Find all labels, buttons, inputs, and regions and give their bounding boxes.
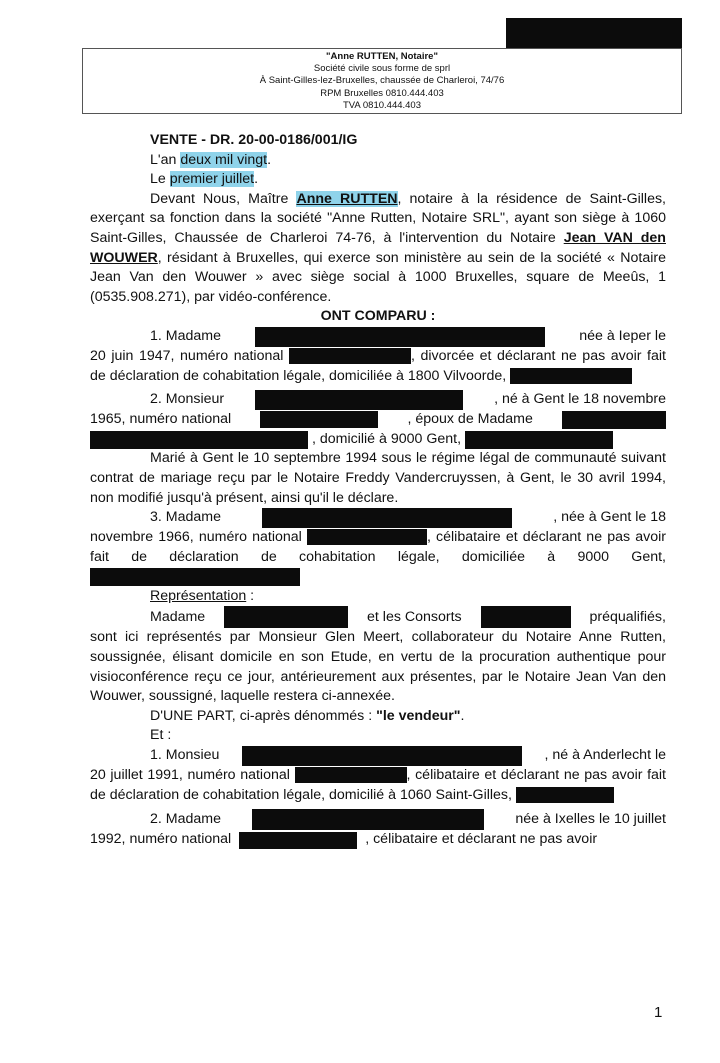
- redaction-block: [465, 431, 613, 449]
- highlighted-year: deux mil vingt: [180, 151, 268, 168]
- redaction-block: [252, 809, 484, 830]
- redaction-block: [255, 327, 545, 347]
- text: , notaire à la résidence de Saint-Gilles, exerçant sa fonction dans la société "Anne Rutten, Notaire SRL", ayant son siège à 1060 Saint-Gilles, Chaussée de Charleroi 74-76, à l'intervention du Notaire: [90, 190, 666, 246]
- section-heading: ONT COMPARU :: [320, 308, 436, 325]
- text: préqualifiés,: [589, 608, 666, 625]
- line: [90, 430, 666, 450]
- page-number: 1: [654, 1004, 663, 1021]
- line: [90, 830, 666, 850]
- redaction-block: [90, 568, 300, 586]
- redaction-block: [260, 411, 378, 428]
- text: 1. Madame: [150, 328, 221, 345]
- text: 3. Madame: [150, 509, 221, 526]
- marriage-paragraph: Marié à Gent le 10 septembre 1994 sous le régime légal de communauté suivant contrat de mariage reçu par le Notaire Freddy Vandercruyssen, à Gent, le 30 avril 1994, non modifié jusqu'à présent, ainsi qu'il le déclare.: [90, 450, 666, 506]
- text: , née à Gent le 18: [553, 509, 666, 526]
- text: Madame: [150, 608, 206, 625]
- highlighted-day: premier juillet: [169, 171, 255, 188]
- letterhead-line: Société civile sous forme de sprl: [313, 63, 451, 75]
- et-line: Et :: [150, 727, 172, 744]
- text: , célibataire et déclarant ne pas avoir fait de déclaration de cohabitation légale, domiciliée à 9000 Gent,: [90, 529, 666, 565]
- deed-body: [90, 131, 666, 850]
- line: [90, 390, 666, 410]
- text: Devant Nous, Maître: [150, 190, 289, 207]
- redaction-block: [481, 606, 571, 628]
- text: et les Consorts: [367, 608, 462, 625]
- redaction-block: [516, 787, 614, 803]
- text: , né à Anderlecht le: [544, 747, 666, 764]
- line: [90, 508, 666, 528]
- notary2-name: Jean VAN den WOUWER: [90, 229, 666, 266]
- deed-year-line: [90, 151, 666, 171]
- text: , domicilié à 9000 Gent,: [312, 430, 462, 447]
- party-paragraph: [90, 528, 666, 587]
- line: [90, 410, 666, 430]
- redaction-block: [289, 348, 411, 364]
- text: , divorcée et déclarant ne pas avoir fait de déclaration de cohabitation légale, domiciliée à 1800 Vilvoorde,: [90, 347, 666, 384]
- redaction-block: [239, 832, 357, 849]
- vendeur-label: "le vendeur": [376, 707, 461, 724]
- line: [90, 746, 666, 766]
- une-part-line: [90, 707, 666, 727]
- intro-paragraph: [90, 190, 666, 308]
- text: :: [246, 587, 255, 604]
- representation-paragraph: sont ici représentés par Monsieur Glen Meert, collaborateur du Notaire Anne Rutten, soussignée, élisant domicile en son Etude, en vertu de la procuration authentique pour visioconférence reçu ce jour, antérieurement aux présentes, par le Notaire Jean Van den Wouwer, soussigné, laquelle restera ci-annexée.: [90, 629, 666, 705]
- party-paragraph: [90, 766, 666, 805]
- text: 2. Monsieur: [150, 391, 225, 408]
- text: 1992, numéro national: [90, 831, 232, 848]
- line: [90, 327, 666, 347]
- text: , célibataire et déclarant ne pas avoir: [365, 831, 598, 848]
- redaction-block: [90, 431, 308, 449]
- text: 20 juin 1947, numéro national: [90, 347, 284, 364]
- redaction-block: [562, 411, 666, 429]
- text: .: [254, 171, 259, 188]
- representation-heading: [90, 587, 666, 607]
- letterhead-line: À Saint-Gilles-lez-Bruxelles, chaussée de Charleroi, 74/76: [259, 75, 505, 87]
- letterhead: [82, 48, 682, 114]
- deed-title: VENTE - DR. 20-00-0186/001/IG: [150, 132, 358, 148]
- letterhead-line: TVA 0810.444.403: [343, 99, 421, 111]
- redaction-block: [307, 529, 427, 545]
- redaction-block: [242, 746, 522, 766]
- redaction-block: [510, 368, 632, 384]
- text: L'an: [150, 151, 177, 168]
- redaction-block: [506, 18, 682, 48]
- text: née à Ixelles le 10 juillet: [515, 810, 666, 827]
- line: [90, 809, 666, 830]
- redaction-block: [255, 390, 463, 410]
- deed-day-line: [90, 170, 666, 190]
- notary-name: Anne RUTTEN: [296, 190, 398, 207]
- text: 1965, numéro national: [90, 411, 232, 428]
- text: Le: [150, 171, 166, 188]
- text: novembre 1966, numéro national: [90, 529, 302, 546]
- text: Représentation: [150, 587, 247, 604]
- text: , célibataire et déclarant ne pas avoir fait de déclaration de cohabitation légale, domicilié à 1060 Saint-Gilles,: [90, 767, 667, 803]
- letterhead-line: RPM Bruxelles 0810.444.403: [320, 87, 444, 99]
- text: 1. Monsieu: [150, 747, 220, 764]
- text: , époux de Madame: [407, 411, 533, 428]
- text: 20 juillet 1991, numéro national: [90, 767, 290, 784]
- redaction-block: [295, 767, 407, 783]
- text: 2. Madame: [150, 810, 221, 827]
- text: .: [460, 707, 465, 724]
- letterhead-name: "Anne RUTTEN, Notaire": [326, 51, 438, 62]
- redaction-block: [224, 606, 348, 628]
- text: , résidant à Bruxelles, qui exerce son ministère au sein de la société « Notaire Jean Van den Wouwer » avec siège social à 1000 Bruxelles, square de Meeûs, 1 (0535.908.271), par vidéo-conférence.: [90, 249, 666, 305]
- party-paragraph: [90, 347, 666, 386]
- line: [90, 606, 666, 628]
- text: , né à Gent le 18 novembre: [494, 391, 666, 408]
- text: née à Ieper le: [579, 328, 666, 345]
- text: D'UNE PART, ci-après dénommés :: [150, 707, 373, 724]
- text: .: [267, 151, 272, 168]
- redaction-block: [262, 508, 512, 528]
